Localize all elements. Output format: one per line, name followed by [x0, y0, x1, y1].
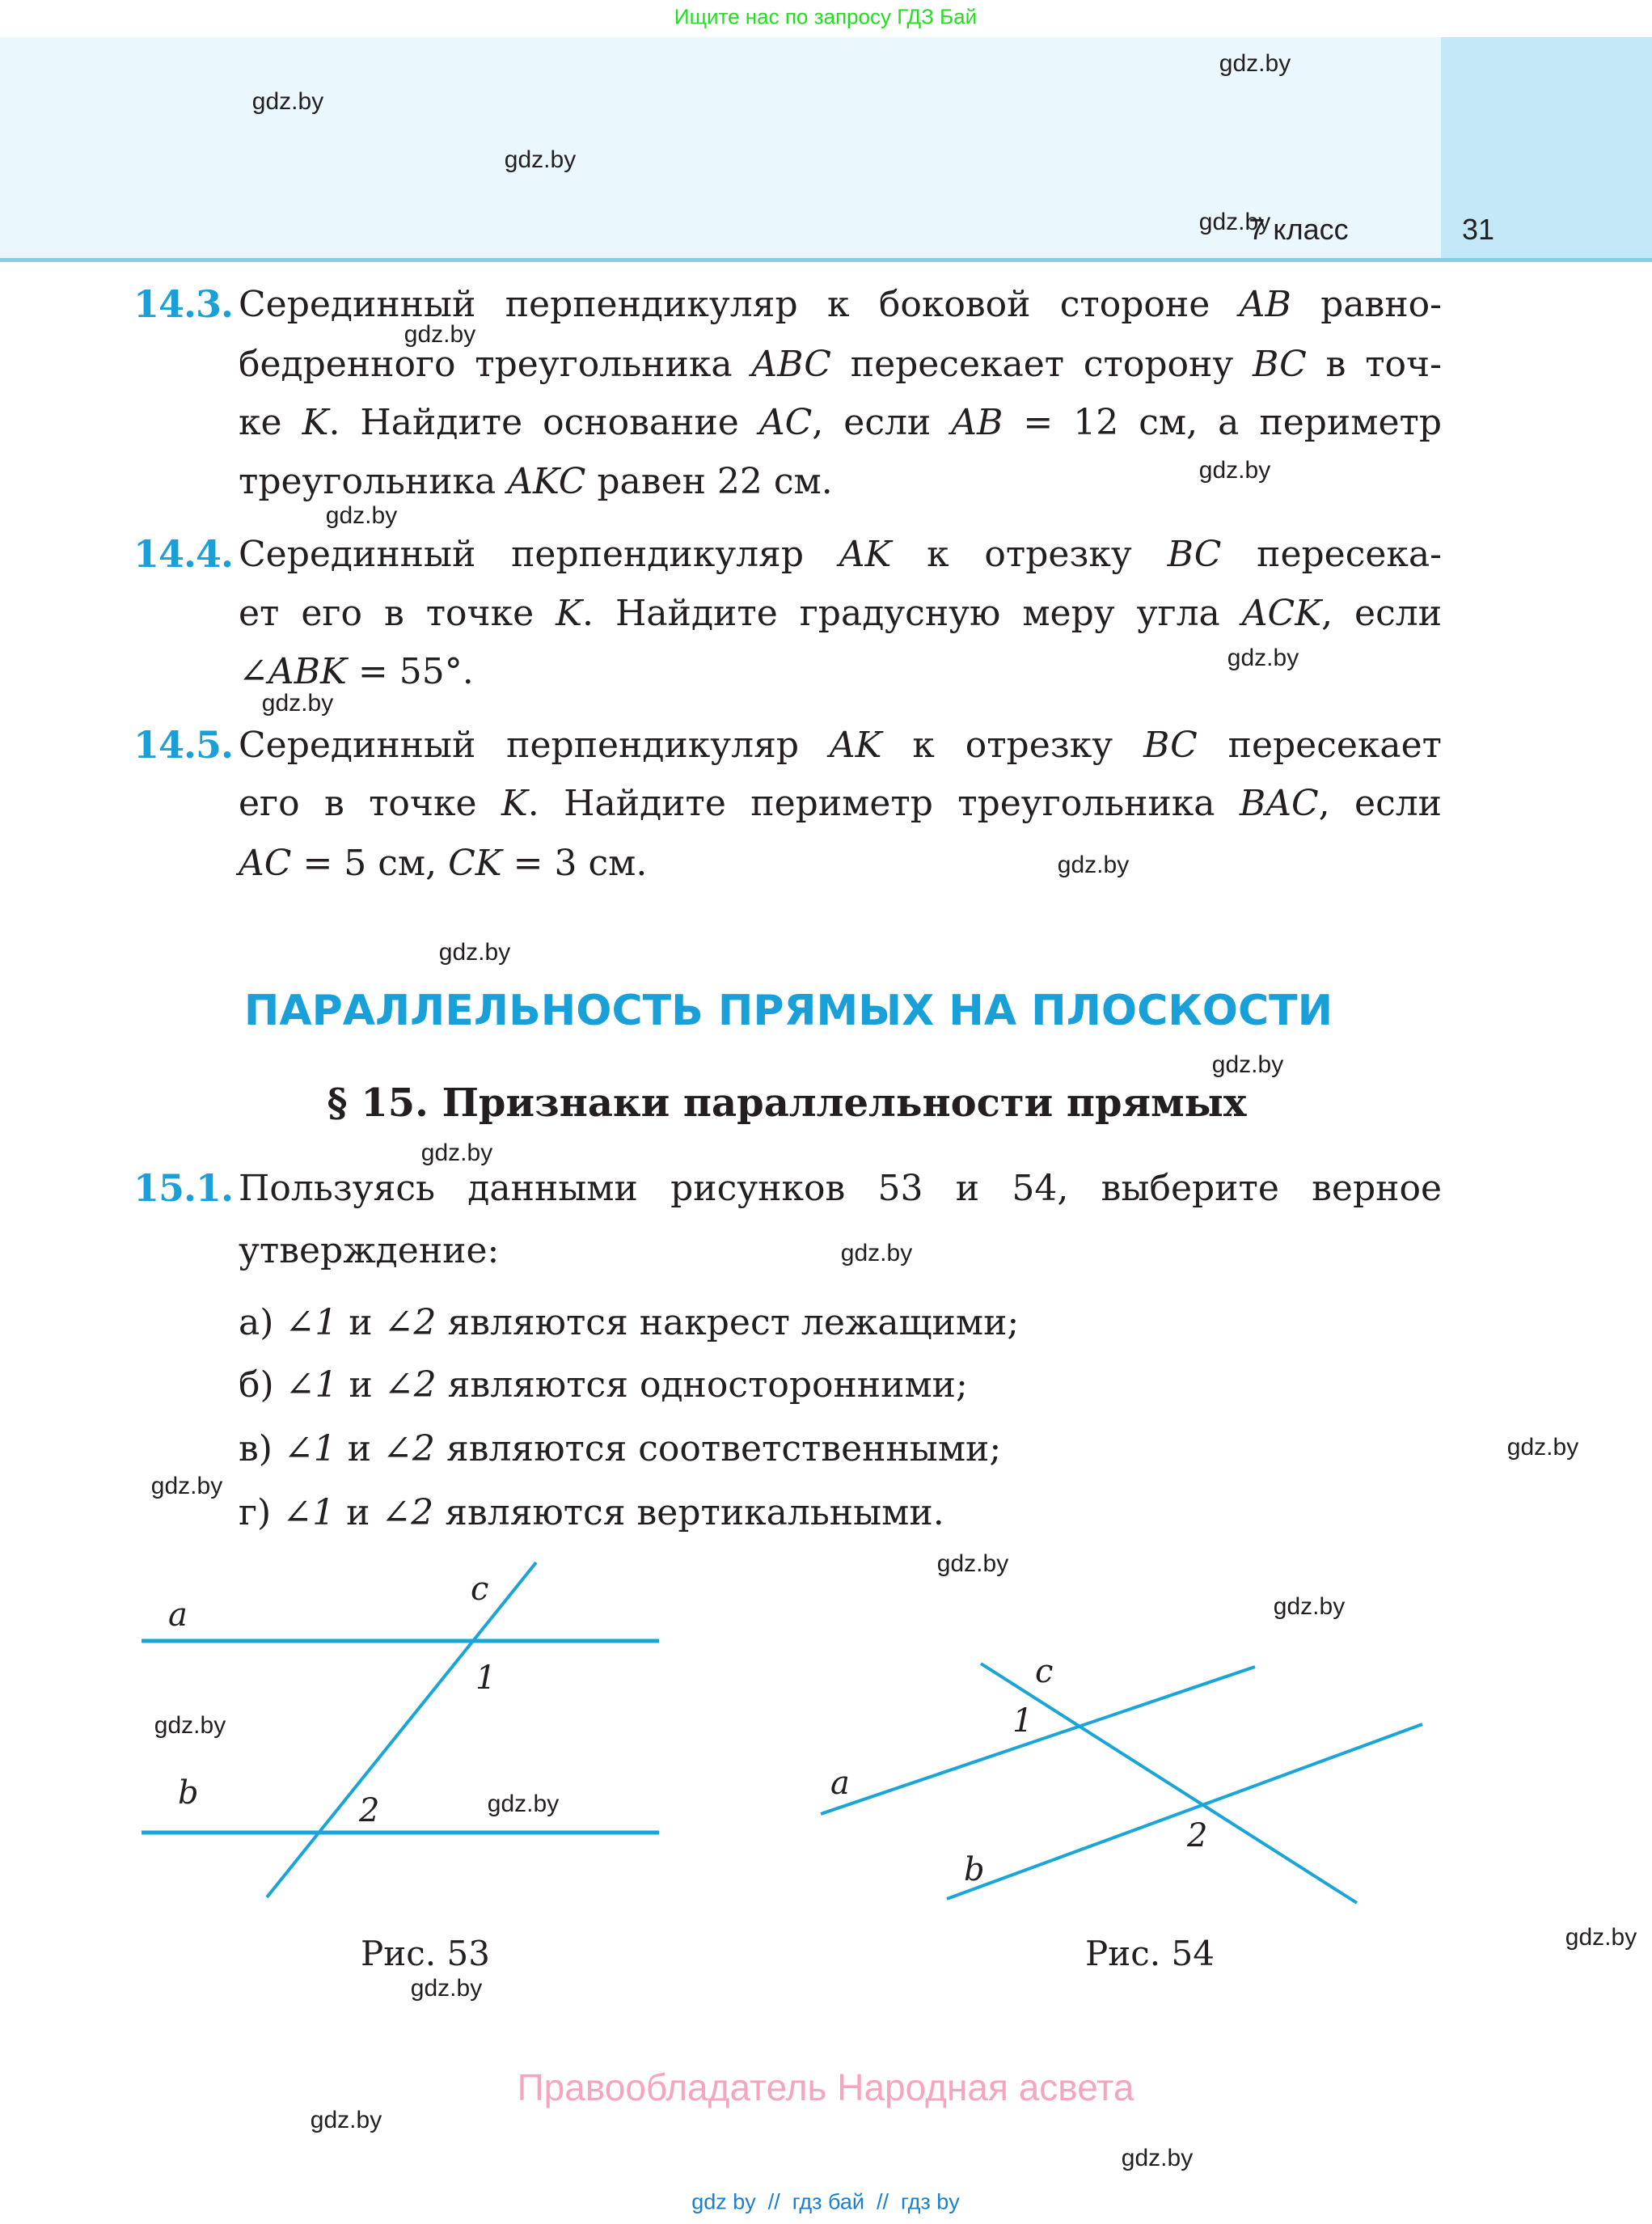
watermark: gdz.by [325, 502, 398, 529]
math-variable: BAC [1239, 783, 1319, 824]
math-variable: 2 [411, 1492, 434, 1533]
text-segment: в точ- [1306, 344, 1442, 385]
grade-label: 7 класс [1249, 213, 1349, 246]
watermark: gdz.by [403, 321, 476, 348]
math-variable: AC [758, 402, 813, 443]
figure-54 [821, 1664, 1422, 1903]
math-variable: BC [1253, 344, 1307, 385]
fig53-label-c: c [471, 1571, 489, 1608]
text-segment: являются односторонними; [436, 1364, 968, 1406]
section-title: ПАРАЛЛЕЛЬНОСТЬ ПРЯМЫХ НА ПЛОСКОСТИ [243, 987, 1333, 1035]
math-variable: AB [951, 402, 1003, 443]
text-segment: пересекает [1197, 725, 1442, 766]
fig53-label-a: a [168, 1596, 188, 1634]
text-segment: пересекает сторону [830, 344, 1253, 385]
text-segment: , если [812, 402, 952, 443]
math-variable: AK [829, 725, 882, 766]
fig53-caption: Рис. 53 [361, 1934, 490, 1973]
text-segment: ет его в точке [239, 593, 556, 634]
problem-number: 15.1. [133, 1166, 234, 1210]
math-variable: BC [1143, 725, 1198, 766]
text-segment: б) ∠ [239, 1364, 315, 1406]
watermark: gdz.by [1227, 645, 1299, 671]
text-segment: равно- [1291, 284, 1443, 325]
fig54-label-b: b [964, 1851, 985, 1888]
watermark: gdz.by [251, 88, 324, 115]
text-segment: = 12 см, а периметр [1003, 402, 1442, 443]
text-segment: и ∠ [336, 1428, 412, 1469]
text-segment: к отрезку [881, 725, 1143, 766]
paragraph-title: § 15. Признаки параллельности прямых [327, 1080, 1247, 1126]
text-segment: треугольника [239, 461, 508, 502]
line-c [267, 1562, 536, 1897]
fig54-label-2: 2 [1187, 1817, 1208, 1854]
text-segment: в) ∠ [239, 1428, 314, 1469]
fig53-label-1: 1 [475, 1660, 496, 1697]
watermark: gdz.by [1211, 1051, 1284, 1078]
watermark: gdz.by [487, 1791, 560, 1817]
math-variable: 1 [313, 1428, 336, 1469]
math-variable: 2 [412, 1428, 435, 1469]
text-segment: являются вертикальными. [433, 1492, 944, 1533]
watermark: gdz.by [1198, 457, 1271, 484]
text-segment: равен 22 см. [585, 461, 833, 502]
text-segment: пересека- [1221, 534, 1442, 575]
text-segment: ∠ [239, 651, 268, 692]
math-variable: 2 [413, 1364, 437, 1406]
watermark: gdz.by [1219, 50, 1291, 77]
bottom-links[interactable]: gdz by // гдз бай // гдз by [691, 2189, 960, 2214]
watermark: gdz.by [261, 690, 334, 717]
math-variable: ABC [751, 344, 831, 385]
watermark: gdz.by [1506, 1434, 1579, 1461]
copyright-notice: Правообладатель Народная асвета [517, 2066, 1134, 2108]
text-segment: а) ∠ [239, 1302, 315, 1343]
watermark: gdz.by [310, 2107, 382, 2133]
text-segment: , если [1321, 593, 1443, 634]
math-variable: 1 [312, 1492, 336, 1533]
math-variable: K [556, 593, 583, 634]
text-segment: являются накрест лежащими; [436, 1302, 1020, 1343]
math-variable: AKC [507, 461, 586, 502]
math-variable: K [501, 783, 528, 824]
watermark: gdz.by [936, 1550, 1009, 1577]
text-segment: , если [1318, 783, 1442, 824]
text-segment: г) ∠ [239, 1492, 313, 1533]
line-b [947, 1724, 1422, 1899]
text-segment: и ∠ [337, 1302, 414, 1343]
text-segment: Серединный перпендикуляр к боковой стороне [239, 284, 1240, 325]
page-number: 31 [1461, 213, 1495, 246]
math-variable: AK [839, 534, 892, 575]
text-segment: Серединный перпендикуляр [239, 534, 839, 575]
watermark: gdz.by [1565, 1924, 1637, 1951]
text-segment: являются соответственными; [434, 1428, 1002, 1469]
problem-number: 14.4. [133, 532, 234, 576]
text-segment: его в точке [239, 783, 501, 824]
text-segment: ке [239, 402, 302, 443]
math-variable: K [302, 402, 329, 443]
watermark: gdz.by [1198, 209, 1271, 235]
watermark: gdz.by [1057, 852, 1130, 878]
text-segment: . Найдите градусную меру угла [582, 593, 1242, 634]
fig54-label-1: 1 [1012, 1702, 1033, 1740]
math-variable: AC [239, 843, 292, 884]
math-variable: 2 [413, 1302, 437, 1343]
text-segment: . Найдите периметр треугольника [527, 783, 1240, 824]
text-segment: и ∠ [335, 1492, 412, 1533]
watermark: gdz.by [438, 939, 511, 966]
math-variable: 1 [315, 1302, 338, 1343]
math-variable: 1 [315, 1364, 338, 1406]
text-segment: Пользуясь данными рисунков 53 и 54, выберите верное [239, 1168, 1442, 1209]
text-segment: = 55°. [346, 651, 474, 692]
math-variable: CK [448, 843, 502, 884]
text-segment: к отрезку [891, 534, 1168, 575]
text-segment: Серединный перпендикуляр [239, 725, 830, 766]
fig53-label-2: 2 [359, 1792, 380, 1829]
problem-number: 14.3. [133, 282, 234, 326]
math-variable: AB [1239, 284, 1291, 325]
text-segment: . Найдите основание [328, 402, 759, 443]
fig54-label-a: a [830, 1765, 850, 1802]
watermark: gdz.by [420, 1139, 493, 1166]
text-segment: и ∠ [337, 1364, 414, 1406]
text-segment: = 5 см, [291, 843, 449, 884]
watermark: gdz.by [504, 146, 577, 173]
watermark: gdz.by [1121, 2145, 1194, 2171]
text-segment: = 3 см. [501, 843, 648, 884]
math-variable: ABK [268, 651, 347, 692]
watermark: gdz.by [154, 1712, 226, 1739]
text-segment: утверждение: [239, 1230, 500, 1271]
math-variable: BC [1167, 534, 1222, 575]
fig54-label-c: c [1035, 1653, 1054, 1690]
problem-number: 14.5. [133, 723, 234, 767]
text-segment: бедренного треугольника [239, 344, 752, 385]
watermark: gdz.by [150, 1473, 223, 1499]
fig54-caption: Рис. 54 [1085, 1934, 1215, 1973]
watermark: gdz.by [1273, 1593, 1346, 1620]
watermark: gdz.by [840, 1240, 913, 1266]
top-note: Ищите нас по запросу ГДЗ Бай [674, 4, 978, 29]
math-variable: ACK [1241, 593, 1322, 634]
fig53-label-b: b [178, 1774, 199, 1812]
watermark: gdz.by [410, 1975, 483, 2002]
